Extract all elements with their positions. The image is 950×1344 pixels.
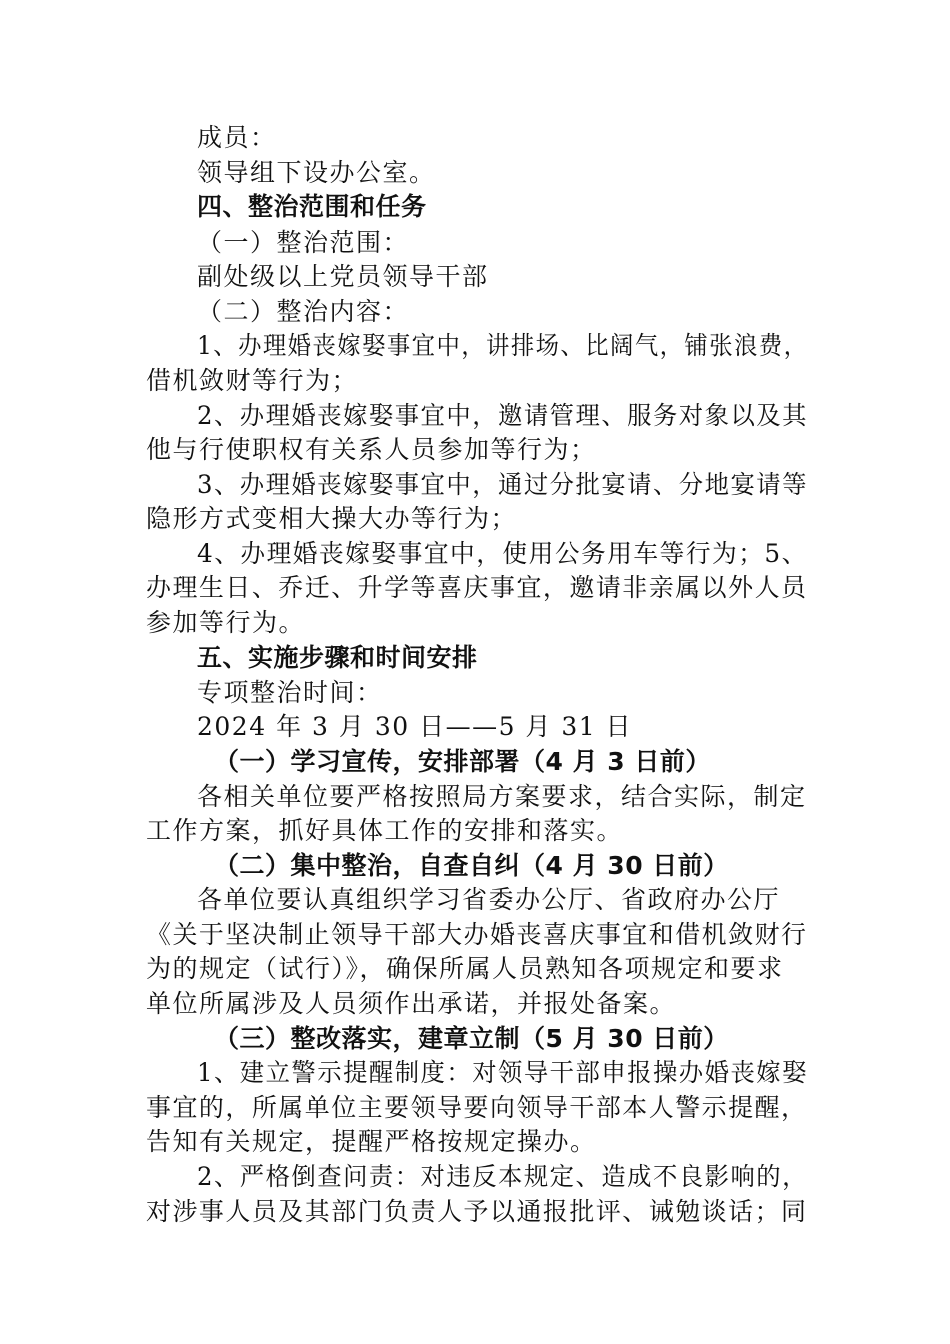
office-line: 领导组下设办公室。 <box>197 158 436 187</box>
step-3-item-2-line-1: 2、严格倒查问责：对违反本规定、造成不良影响的， <box>197 1162 808 1191</box>
item-1-line-2: 借机敛财等行为； <box>146 366 359 395</box>
step-2-line-2: 《关于坚决制止领导干部大办婚丧喜庆事宜和借机敛财行 <box>146 920 808 949</box>
item-2-line-2: 他与行使职权有关系人员参加等行为； <box>146 435 597 464</box>
period-dates: 2024 年 3 月 30 日——5 月 31 日 <box>197 712 633 741</box>
step-1-line-1: 各相关单位要严格按照局方案要求，结合实际，制定 <box>197 782 807 811</box>
item-2-line-1: 2、办理婚丧嫁娶事宜中，邀请管理、服务对象以及其 <box>197 401 808 430</box>
step-1-line-2: 工作方案，抓好具体工作的安排和落实。 <box>146 816 624 845</box>
period-label: 专项整治时间： <box>197 678 383 707</box>
step-3-item-1-line-3: 告知有关规定，提醒严格按规定操办。 <box>146 1127 597 1156</box>
scope-text: 副处级以上党员领导干部 <box>197 262 489 291</box>
step-3-item-2-line-2: 对涉事人员及其部门负责人予以通报批评、诫勉谈话；同 <box>146 1197 808 1226</box>
item-4-line-1: 4、办理婚丧嫁娶事宜中，使用公务用车等行为；5、 <box>197 539 808 568</box>
members-line: 成员： <box>197 123 277 152</box>
step-2-line-4: 单位所属涉及人员须作出承诺，并报处备案。 <box>146 989 677 1018</box>
item-3-line-1: 3、办理婚丧嫁娶事宜中，通过分批宴请、分地宴请等 <box>197 470 808 499</box>
section-heading-4: 四、整治范围和任务 <box>197 192 427 221</box>
step-2-line-1: 各单位要认真组织学习省委办公厅、省政府办公厅 <box>197 885 781 914</box>
step-1-heading: （一）学习宣传，安排部署（4 月 3 日前） <box>214 747 711 776</box>
step-3-item-1-line-1: 1、建立警示提醒制度：对领导干部申报操办婚丧嫁娶 <box>197 1058 808 1087</box>
step-3-heading: （三）整改落实，建章立制（5 月 30 日前） <box>214 1024 729 1053</box>
step-3-item-1-line-2: 事宜的，所属单位主要领导要向领导干部本人警示提醒， <box>146 1093 808 1122</box>
item-1-line-1: 1、办理婚丧嫁娶事宜中，讲排场、比阔气，铺张浪费， <box>197 331 809 360</box>
step-2-heading: （二）集中整治，自查自纠（4 月 30 日前） <box>214 851 729 880</box>
item-3-line-2: 隐形方式变相大操大办等行为； <box>146 504 518 533</box>
section-heading-5: 五、实施步骤和时间安排 <box>197 643 478 672</box>
step-2-line-3: 为的规定（试行）》，确保所属人员熟知各项规定和要求 <box>146 954 784 983</box>
item-5-line-2: 参加等行为。 <box>146 608 306 637</box>
subheading-scope: （一）整治范围： <box>197 228 410 257</box>
subheading-content: （二）整治内容： <box>197 297 410 326</box>
item-5-line-1: 办理生日、乔迁、升学等喜庆事宜，邀请非亲属以外人员 <box>146 573 808 602</box>
